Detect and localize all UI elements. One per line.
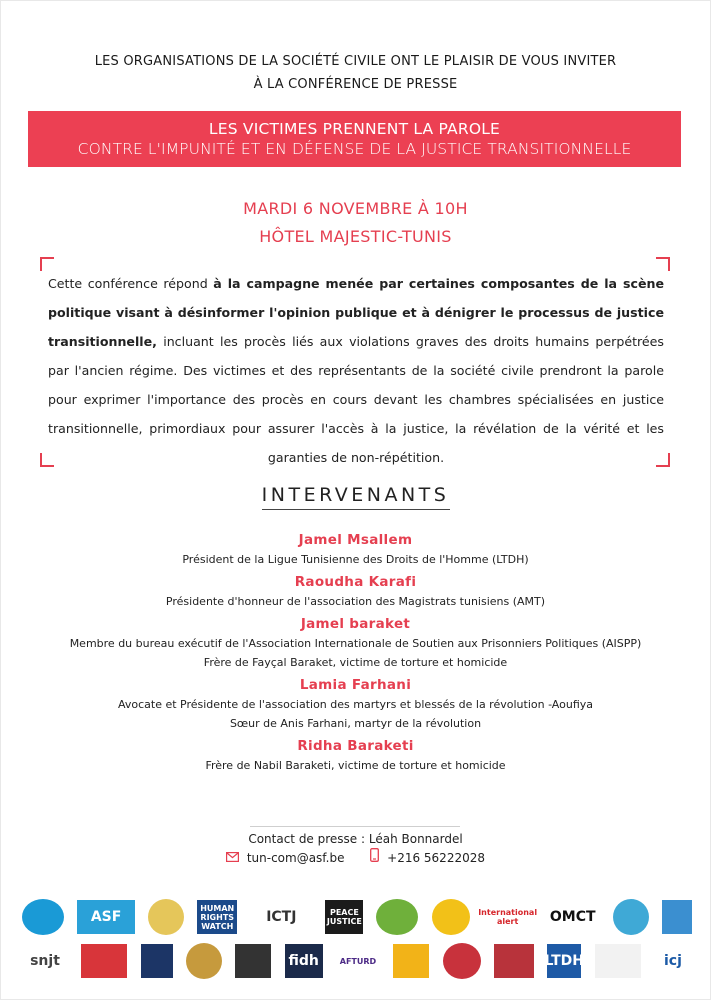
- partner-logo: snjt: [22, 944, 68, 978]
- partner-logo: [393, 944, 429, 978]
- event-date: MARDI 6 NOVEMBRE À 10H: [243, 199, 468, 218]
- partner-logo: [22, 899, 64, 935]
- contact-phone[interactable]: +216 56222028: [387, 850, 485, 865]
- partner-logo: [443, 943, 481, 979]
- partner-logo: PEACE JUSTICE: [325, 900, 363, 934]
- speaker-item: [0, 615, 711, 672]
- speaker-item: [0, 531, 711, 569]
- contact-email[interactable]: tun-com@asf.be: [246, 850, 345, 865]
- speaker-name: Raoudha Karafi: [294, 574, 417, 590]
- partner-logo: International alert: [483, 900, 533, 934]
- description-rest: incluant les procès liés aux violations graves des droits humains perpétrées par l'ancien régime. Des victimes et des représentants de la société civile prendront la parole pour exprimer l'importance des procès en cours devant les chambres spécialisées en justice transitionnelle, primordiaux pour assurer l'accès à la justice, la révélation de la vérité et les garanties de non-répétition.: [48, 334, 664, 465]
- speakers-heading: INTERVENANTS: [0, 484, 711, 510]
- speakers-list: [0, 531, 711, 779]
- partner-logo: LTDH: [547, 944, 581, 978]
- description-bold: à la campagne menée par certaines composantes de la scène politique visant à désinformer l'opinion publique et à dénigrer le processus de justice transitionnelle,: [48, 276, 664, 349]
- speaker-role: Présidente d'honneur de l'association des Magistrats tunisiens (AMT): [165, 595, 546, 608]
- speaker-role: Avocate et Présidente de l'association des martyrs et blessés de la révolution -Aoufiya: [117, 698, 594, 711]
- invitation-line-2: À LA CONFÉRENCE DE PRESSE: [253, 77, 458, 92]
- invitation-header: [0, 50, 711, 96]
- press-contact-label: Contact de presse : Léah Bonnardel: [248, 832, 463, 846]
- event-info: [0, 195, 711, 251]
- title-banner: [28, 111, 681, 167]
- partner-logo: icj: [654, 944, 692, 978]
- partner-logo: fidh: [285, 944, 323, 978]
- speaker-relation: Sœur de Anis Farhani, martyr de la révolution: [229, 717, 482, 730]
- contact-divider: [250, 826, 460, 827]
- partner-logo: HUMAN RIGHTS WATCH: [197, 900, 237, 934]
- speaker-name: Lamia Farhani: [299, 677, 412, 693]
- partner-logos-row-1: [22, 897, 692, 937]
- event-place: HÔTEL MAJESTIC-TUNIS: [259, 227, 452, 246]
- speaker-role: Président de la Ligue Tunisienne des Droits de l'Homme (LTDH): [182, 553, 529, 566]
- speaker-name: Jamel Msallem: [298, 532, 413, 548]
- description-intro: Cette conférence répond: [48, 276, 214, 291]
- partner-logo: OMCT: [546, 900, 600, 934]
- partner-logo: [141, 944, 173, 978]
- partner-logo: [494, 944, 534, 978]
- speaker-role: Frère de Nabil Baraketi, victime de torture et homicide: [205, 759, 506, 772]
- partner-logos-row-2: [22, 940, 692, 982]
- envelope-icon: [226, 849, 239, 867]
- partner-logo: ASF: [77, 900, 135, 934]
- speaker-name: Jamel baraket: [300, 616, 411, 632]
- partner-logo: [662, 900, 692, 934]
- partner-logo: [595, 944, 641, 978]
- invitation-line-1: LES ORGANISATIONS DE LA SOCIÉTÉ CIVILE ONT LE PLAISIR DE VOUS INVITER: [94, 54, 617, 69]
- speaker-role: Membre du bureau exécutif de l'Association Internationale de Soutien aux Prisonniers Politiques (AISPP): [69, 637, 642, 650]
- partner-logo: [235, 944, 271, 978]
- speaker-item: [0, 737, 711, 775]
- press-contact-details: [0, 848, 711, 867]
- partner-logo: [376, 899, 418, 935]
- partner-logo: [186, 943, 222, 979]
- speaker-name: Ridha Baraketi: [297, 738, 414, 754]
- speaker-relation: Frère de Fayçal Baraket, victime de torture et homicide: [203, 656, 508, 669]
- partner-logo: [432, 899, 470, 935]
- partner-logo: [148, 899, 184, 935]
- partner-logo: [613, 899, 649, 935]
- partner-logo: [81, 944, 127, 978]
- banner-subtitle: CONTRE L'IMPUNITÉ ET EN DÉFENSE DE LA JUSTICE TRANSITIONNELLE: [77, 140, 632, 158]
- banner-title: LES VICTIMES PRENNENT LA PAROLE: [208, 120, 501, 138]
- mobile-phone-icon: [370, 848, 379, 867]
- partner-logo: AFTURD: [336, 944, 380, 978]
- speaker-item: [0, 573, 711, 611]
- conference-description: [48, 269, 664, 472]
- partner-logo: ICTJ: [250, 900, 312, 934]
- speaker-item: [0, 676, 711, 733]
